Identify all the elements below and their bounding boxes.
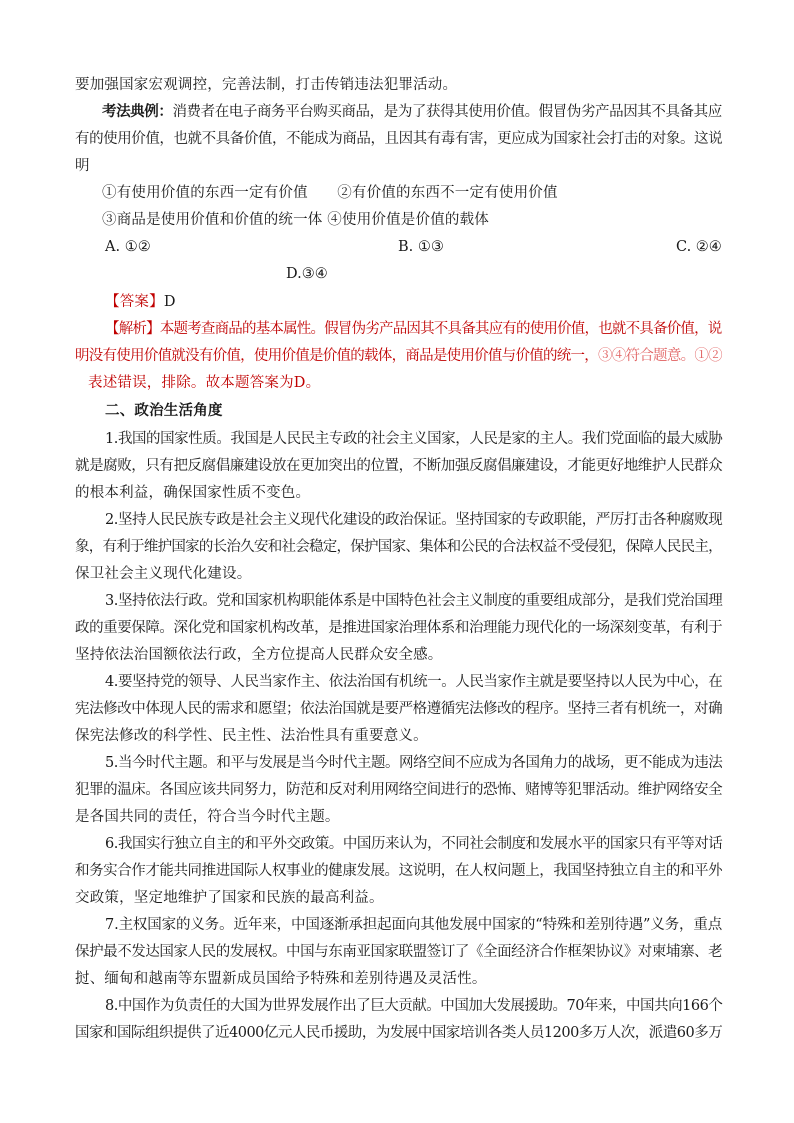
text-line: 要加强国家宏观调控，完善法制，打击传销违法犯罪活动。: [75, 77, 458, 93]
paragraph-line: 挝、缅甸和越南等东盟新成员国给予特殊和差别待遇及灵活性。: [75, 971, 487, 987]
analysis-line: 【解析】本题考查商品的基本属性。假冒伪劣产品因其不具备其应有的使用价值，也就不具备价值，说: [105, 321, 722, 337]
statement-line: ①有使用价值的东西一定有价值 ②有价值的东西不一定有使用价值: [102, 185, 558, 201]
answer-label: 【答案】: [105, 294, 164, 310]
paragraph-line: 2.坚持人民民族专政是社会主义现代化建设的政治保证。坚持国家的专政职能，严厉打击各种腐败现: [105, 512, 723, 528]
option-d: D.③④: [286, 266, 328, 282]
option-c: C. ②④: [676, 239, 722, 255]
example-label: 考法典例：: [102, 103, 173, 120]
analysis-line: 明没有使用价值就没有价值，使用价值是价值的载体，商品是使用价值与价值的统一，③④符合题意。①②: [75, 348, 722, 364]
paragraph-line: 7.主权国家的义务。近年来，中国逐渐承担起面向其他发展中国家的“特殊和差别待遇”义务，重点: [105, 917, 723, 933]
paragraph-line: 和务实合作才能共同推进国际人权事业的健康发展。这说明，在人权问题上，我国坚持独立自主的和平外: [75, 863, 723, 879]
statement-line: ③商品是使用价值和价值的统一体 ④使用价值是价值的载体: [102, 212, 490, 228]
option-b: B. ①③: [398, 239, 444, 255]
paragraph-line: 政的重要保障。深化党和国家机构改革，是推进国家治理体系和治理能力现代化的一场深刻变革，有利于: [75, 620, 723, 636]
analysis-line: 表述错误，排除。故本题答案为D。: [88, 375, 321, 391]
analysis-label: 【解析】: [105, 321, 160, 337]
paragraph-line: 保护最不发达国家人民的发展权。中国与东南亚国家联盟签订了《全面经济合作框架协议》对柬埔寨、老: [75, 944, 723, 960]
paragraph-line: 保卫社会主义现代化建设。: [75, 566, 252, 582]
paragraph-line: 5.当今时代主题。和平与发展是当今时代主题。网络空间不应成为各国角力的战场，更不能成为违法: [105, 755, 723, 771]
paragraph-line: 的根本利益，确保国家性质不变色。: [75, 485, 311, 501]
answer-value: D: [163, 294, 176, 310]
paragraph-line: 宪法修改中体现人民的需求和愿望；依法治国就是要严格遵循宪法修改的程序。坚持三者有机统一，对确: [75, 701, 723, 717]
paragraph-line: 就是腐败，只有把反腐倡廉建设放在更加突出的位置，不断加强反腐倡廉建设，才能更好地维护人民群众: [75, 458, 723, 474]
text-line: 明: [75, 158, 90, 174]
answer-line: [105, 292, 176, 312]
paragraph-line: 4.要坚持党的领导、人民当家作主、依法治国有机统一。人民当家作主就是要坚持以人民为中心，在: [105, 674, 723, 690]
paragraph-line: 3.坚持依法行政。党和国家机构职能体系是中国特色社会主义制度的重要组成部分，是我们党治国理: [105, 593, 723, 609]
section-title: 二、政治生活角度: [105, 402, 223, 419]
paragraph-line: 8.中国作为负责任的大国为世界发展作出了巨大贡献。中国加大发展援助。70年来，中国共向166个: [105, 998, 723, 1014]
paragraph-line: 象，有利于维护国家的长治久安和社会稳定，保护国家、集体和公民的合法权益不受侵犯，保障人民民主，: [75, 539, 722, 555]
paragraph-line: 6.我国实行独立自主的和平外交政策。中国历来认为，不同社会制度和发展水平的国家只有平等对话: [105, 836, 723, 852]
paragraph-line: 保宪法修改的科学性、民主性、法治性具有重要意义。: [75, 728, 428, 744]
paragraph-line: 1.我国的国家性质。我国是人民民主专政的社会主义国家，人民是家的主人。我们党面临的最大威胁: [105, 431, 723, 447]
text-line: 有的使用价值，也就不具备价值，不能成为商品，且因其有毒有害，更应成为国家社会打击的对象。这说: [75, 131, 723, 147]
example-question-line: 考法典例：消费者在电子商务平台购买商品，是为了获得其使用价值。假冒伪劣产品因其不具备其应: [102, 103, 722, 120]
paragraph-line: 国家和国际组织提供了近4000亿元人民币援助，为发展中国家培训各类人员1200多万人次，派遣60多万: [75, 1025, 723, 1041]
paragraph-line: 是各国共同的责任，符合当今时代主题。: [75, 809, 340, 825]
paragraph-line: 坚持依法治国额依法行政，全方位提高人民群众安全感。: [75, 647, 443, 663]
option-a: A. ①②: [105, 239, 151, 255]
paragraph-line: 交政策，坚定地维护了国家和民族的最高利益。: [75, 890, 384, 906]
paragraph-line: 犯罪的温床。各国应该共同努力，防范和反对利用网络空间进行的恐怖、赌博等犯罪活动。维护网络安全: [75, 782, 723, 798]
